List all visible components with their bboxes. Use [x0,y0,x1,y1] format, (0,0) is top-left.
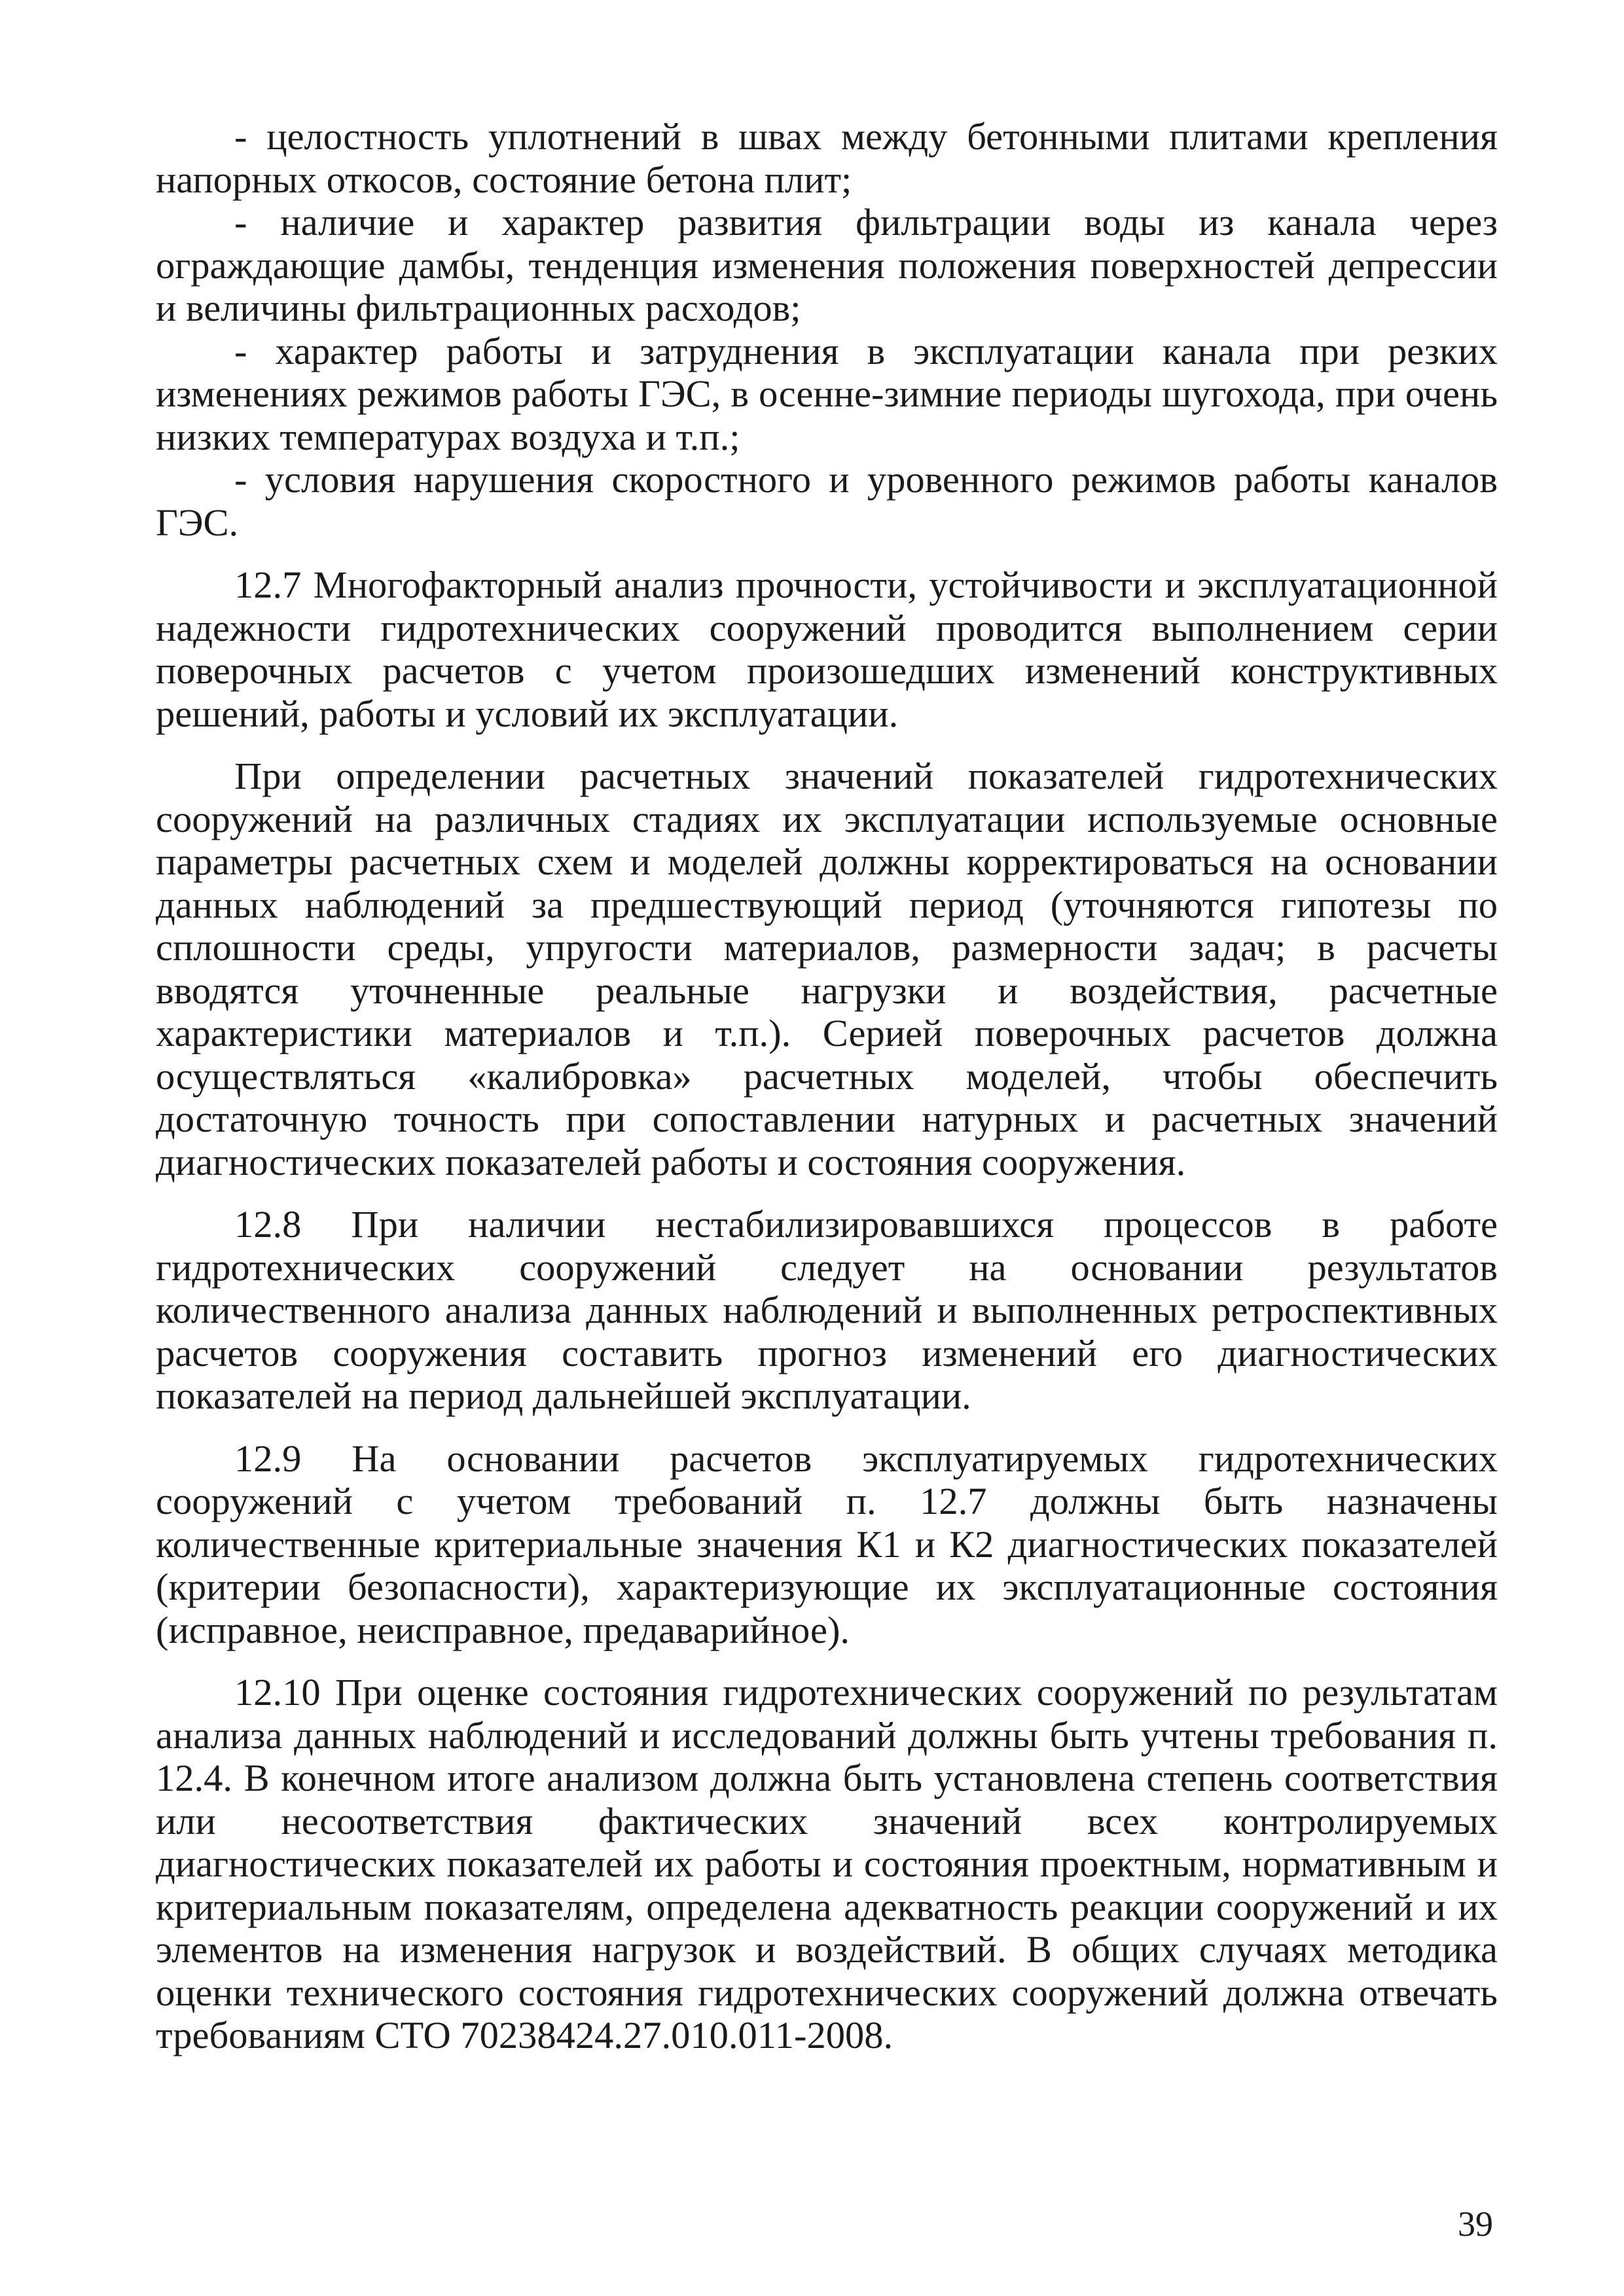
paragraph-12-7: 12.7 Многофакторный анализ прочности, устойчивости и эксплуатационной надежности гидротехнических сооружений проводится выполнением серии поверочных расчетов с учетом произошедших изменений конструктивных решений, работы и условий их эксплуатации. [156,564,1498,735]
paragraph-calculation-values: При определении расчетных значений показателей гидротехнических сооружений на различных стадиях их эксплуатации используемые основные параметры расчетных схем и моделей должны корректироваться на основании данных наблюдений за предшествующий период (уточняются гипотезы по сплошности среды, упругости материалов, размерности задач; в расчеты вводятся уточненные реальные нагрузки и воздействия, расчетные характеристики материалов и т.п.). Серией поверочных расчетов должна осуществляться «калибровка» расчетных моделей, чтобы обеспечить достаточную точность при сопоставлении натурных и расчетных значений диагностических показателей работы и состояния сооружения. [156,755,1498,1183]
paragraph-12-8: 12.8 При наличии нестабилизировавшихся процессов в работе гидротехнических сооружений следует на основании результатов количественного анализа данных наблюдений и выполненных ретроспективных расчетов сооружения составить прогноз изменений его диагностических показателей на период дальнейшей эксплуатации. [156,1203,1498,1417]
paragraph-12-10: 12.10 При оценке состояния гидротехнических сооружений по результатам анализа данных наблюдений и исследований должны быть учтены требования п. 12.4. В конечном итоге анализом должна быть установлена степень соответствия или несоответствия фактических значений всех контролируемых диагностических показателей их работы и состояния проектным, нормативным и критериальным показателям, определена адекватность реакции сооружений и их элементов на изменения нагрузок и воздействий. В общих случаях методика оценки технического состояния гидротехнических сооружений должна отвечать требованиям СТО 70238424.27.010.011-2008. [156,1671,1498,2056]
document-body [156,115,1498,2057]
list-item: - характер работы и затруднения в эксплуатации канала при резких изменениях режимов работы ГЭС, в осенне-зимние периоды шугохода, при очень низких температурах воздуха и т.п.; [156,329,1498,458]
list-item: - целостность уплотнений в швах между бетонными плитами крепления напорных откосов, состояние бетона плит; [156,115,1498,201]
paragraph-12-9: 12.9 На основании расчетов эксплуатируемых гидротехнических сооружений с учетом требований п. 12.7 должны быть назначены количественные критериальные значения К1 и К2 диагностических показателей (критерии безопасности), характеризующие их эксплуатационные состояния (исправное, неисправное, предаварийное). [156,1437,1498,1651]
page-number: 39 [1458,2204,1493,2244]
list-item: - наличие и характер развития фильтрации воды из канала через ограждающие дамбы, тенденция изменения положения поверхностей депрессии и величины фильтрационных расходов; [156,201,1498,329]
list-item: - условия нарушения скоростного и уровенного режимов работы каналов ГЭС. [156,458,1498,544]
